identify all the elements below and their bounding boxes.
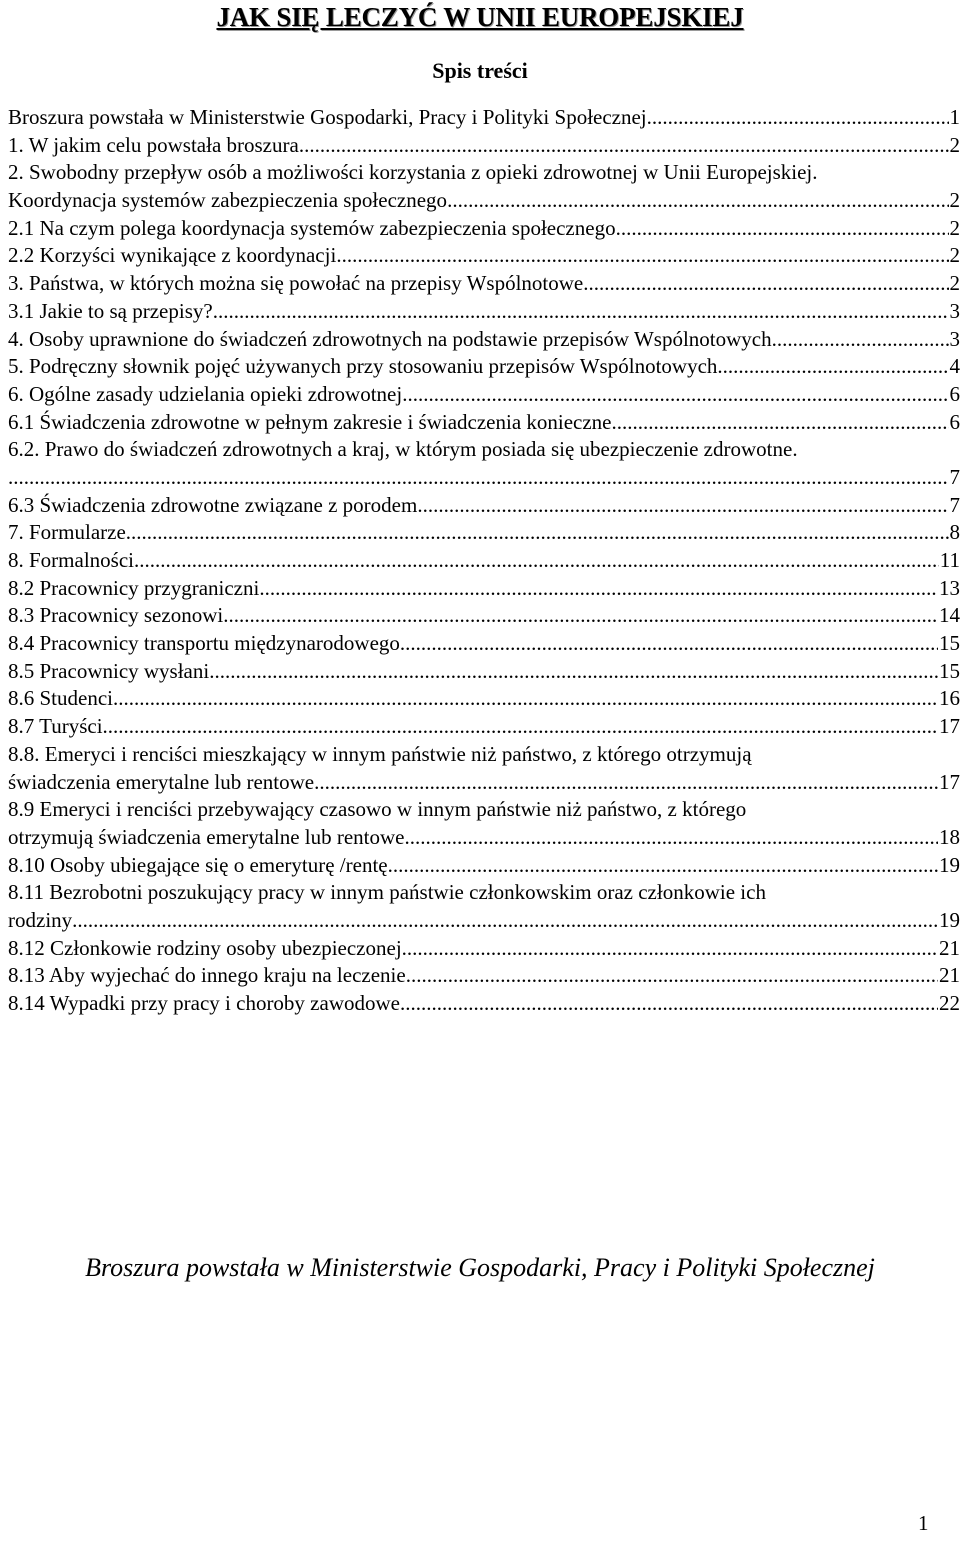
- toc-dot-leader: [259, 575, 938, 603]
- toc-entry-text: 8.10 Osoby ubiegające się o emeryturę /rentę: [8, 852, 388, 877]
- toc-page-number: 2: [949, 188, 960, 213]
- toc-entry-text: 8. Formalności: [8, 548, 134, 572]
- toc-page-number: 8: [949, 520, 960, 545]
- document-title: JAK SIĘ LECZYĆ W UNII EUROPEJSKIEJ: [216, 2, 744, 32]
- toc-entry-text: 8.3 Pracownicy sezonowi: [8, 603, 224, 628]
- toc-entry-text: rodziny: [8, 907, 73, 932]
- toc-page-number: 7: [949, 492, 960, 517]
- toc-dot-leader: [616, 215, 949, 243]
- toc-entry-text: 5. Podręczny słownik pojęć używanych przy stosowaniu przepisów Wspólnotowych: [8, 354, 718, 379]
- toc-entry[interactable]: [8, 547, 960, 575]
- toc-entry[interactable]: [8, 602, 960, 630]
- table-of-contents: [8, 104, 960, 1018]
- toc-dot-leader: [336, 242, 948, 270]
- toc-entry-text: 8.5 Pracownicy wysłani: [8, 658, 210, 683]
- toc-dot-leader: [400, 990, 938, 1018]
- toc-entry[interactable]: [8, 187, 960, 215]
- toc-entry-text: 2.1 Na czym polega koordynacja systemów zabezpieczenia społecznego: [8, 215, 616, 240]
- toc-page-number: 21: [939, 963, 960, 988]
- toc-entry[interactable]: [8, 270, 960, 298]
- toc-entry[interactable]: [8, 879, 960, 907]
- toc-dot-leader: [772, 326, 949, 354]
- toc-entry[interactable]: [8, 796, 960, 824]
- toc-page-number: 14: [939, 603, 960, 628]
- toc-dot-leader: [388, 852, 938, 880]
- toc-entry-text: 6. Ogólne zasady udzielania opieki zdrowotnej: [8, 381, 403, 406]
- toc-entry[interactable]: [8, 824, 960, 852]
- toc-page-number: 22: [939, 991, 960, 1015]
- toc-entry-text: 3. Państwa, w których można się powołać na przepisy Wspólnotowe: [8, 271, 584, 296]
- toc-dot-leader: [103, 713, 938, 741]
- toc-entry[interactable]: [8, 990, 960, 1018]
- toc-dot-leader: [406, 962, 938, 990]
- toc-dot-leader: [417, 492, 948, 520]
- toc-entry[interactable]: [8, 215, 960, 243]
- toc-page-number: 16: [939, 686, 960, 711]
- toc-page-number: 19: [939, 852, 960, 877]
- toc-page-number: 7: [949, 464, 960, 489]
- toc-heading: Spis treści: [432, 58, 528, 83]
- toc-dot-leader: [583, 270, 948, 298]
- toc-dot-leader: [405, 824, 939, 852]
- toc-page-number: 2: [949, 215, 960, 240]
- toc-entry[interactable]: [8, 630, 960, 658]
- toc-entry[interactable]: [8, 713, 960, 741]
- toc-entry-text: świadczenia emerytalne lub rentowe: [8, 769, 315, 794]
- toc-entry[interactable]: [8, 935, 960, 963]
- toc-entry[interactable]: [8, 575, 960, 603]
- footer-credit: Broszura powstała w Ministerstwie Gospodarki, Pracy i Polityki Społecznej: [85, 1253, 875, 1282]
- toc-page-number: 17: [939, 769, 960, 794]
- toc-page-number: 6: [949, 381, 960, 406]
- toc-entry[interactable]: [8, 326, 960, 354]
- toc-entry-text: 8.9 Emeryci i renciści przebywający czasowo w innym państwie niż państwo, z którego: [8, 797, 747, 822]
- toc-entry[interactable]: [8, 519, 960, 547]
- toc-entry-text: 8.4 Pracownicy transportu międzynarodowego: [8, 631, 400, 656]
- toc-entry[interactable]: [8, 492, 960, 520]
- toc-dot-leader: [134, 547, 939, 575]
- toc-entry-text: otrzymują świadczenia emerytalne lub rentowe: [8, 824, 405, 849]
- toc-entry[interactable]: [8, 159, 960, 187]
- toc-entry-text: 6.3 Świadczenia zdrowotne związane z porodem: [8, 492, 418, 517]
- toc-dot-leader: [209, 658, 938, 686]
- toc-entry-text: 8.12 Członkowie rodziny osoby ubezpieczonej: [8, 935, 402, 960]
- toc-page-number: 2: [949, 271, 960, 296]
- toc-entry-text: 8.8. Emeryci i renciści mieszkający w innym państwie niż państwo, z którego otrzymują: [8, 741, 752, 766]
- toc-entry[interactable]: [8, 962, 960, 990]
- toc-dot-leader: [72, 907, 938, 935]
- toc-entry[interactable]: [8, 685, 960, 713]
- toc-entry[interactable]: [8, 381, 960, 409]
- toc-entry-text: 2.2 Korzyści wynikające z koordynacji: [8, 243, 337, 268]
- toc-entry-text: 6.1 Świadczenia zdrowotne w pełnym zakresie i świadczenia konieczne: [8, 409, 612, 434]
- toc-entry-text: Koordynacja systemów zabezpieczenia społecznego: [8, 188, 448, 213]
- toc-entry[interactable]: [8, 464, 960, 492]
- toc-entry[interactable]: [8, 769, 960, 797]
- toc-page-number: 15: [939, 658, 960, 683]
- toc-entry-text: 3.1 Jakie to są przepisy?: [8, 298, 213, 323]
- toc-dot-leader: [113, 685, 938, 713]
- toc-page-number: 1: [949, 105, 960, 129]
- toc-page-number: 4: [949, 354, 960, 379]
- toc-entry-text: 8.2 Pracownicy przygraniczni: [8, 575, 260, 600]
- toc-entry[interactable]: [8, 298, 960, 326]
- page-number: 1: [918, 1511, 929, 1535]
- toc-page-number: 15: [939, 631, 960, 656]
- toc-entry-text: 8.7 Turyści: [8, 714, 103, 739]
- toc-entry[interactable]: [8, 907, 960, 935]
- toc-page-number: 3: [949, 298, 960, 323]
- toc-dot-leader: [647, 104, 949, 132]
- toc-page-number: 13: [939, 575, 960, 600]
- toc-page-number: 3: [949, 326, 960, 351]
- toc-page-number: 2: [949, 243, 960, 268]
- toc-dot-leader: [8, 464, 949, 492]
- toc-entry-text: 4. Osoby uprawnione do świadczeń zdrowotnych na podstawie przepisów Wspólnotowych: [8, 326, 772, 351]
- toc-page-number: 6: [949, 409, 960, 434]
- toc-dot-leader: [314, 769, 938, 797]
- toc-dot-leader: [400, 630, 938, 658]
- toc-entry-text: Broszura powstała w Ministerstwie Gospodarki, Pracy i Polityki Społecznej: [8, 105, 647, 129]
- toc-entry[interactable]: [8, 242, 960, 270]
- toc-dot-leader: [299, 132, 949, 160]
- toc-dot-leader: [612, 409, 949, 437]
- toc-entry-text: 6.2. Prawo do świadczeń zdrowotnych a kraj, w którym posiada się ubezpieczenie zdrowotne.: [8, 437, 798, 462]
- toc-entry[interactable]: [8, 852, 960, 880]
- toc-entry[interactable]: [8, 132, 960, 160]
- toc-entry[interactable]: [8, 658, 960, 686]
- toc-entry[interactable]: [8, 409, 960, 437]
- toc-dot-leader: [213, 298, 949, 326]
- toc-entry-text: 8.11 Bezrobotni poszukujący pracy w innym państwie członkowskim oraz członkowie ich: [8, 880, 766, 905]
- toc-page-number: 19: [939, 907, 960, 932]
- toc-entry-text: 7. Formularze: [8, 520, 126, 545]
- toc-dot-leader: [223, 602, 938, 630]
- toc-page-number: 11: [939, 548, 960, 572]
- toc-entry[interactable]: [8, 353, 960, 381]
- toc-page-number: 21: [939, 935, 960, 960]
- toc-page-number: 17: [939, 714, 960, 739]
- toc-page-number: 2: [949, 132, 960, 157]
- toc-entry-text: 8.6 Studenci: [8, 686, 113, 711]
- toc-dot-leader: [717, 353, 948, 381]
- toc-entry-text: 1. W jakim celu powstała broszura: [8, 132, 299, 157]
- toc-entry[interactable]: [8, 436, 960, 464]
- toc-dot-leader: [126, 519, 949, 547]
- toc-entry[interactable]: [8, 104, 960, 132]
- toc-dot-leader: [402, 381, 948, 409]
- toc-entry[interactable]: [8, 741, 960, 769]
- toc-page-number: 18: [939, 824, 960, 849]
- toc-dot-leader: [402, 935, 938, 963]
- toc-entry-text: 2. Swobodny przepływ osób a możliwości korzystania z opieki zdrowotnej w Unii Europejskiej.: [8, 160, 818, 185]
- toc-entry-text: 8.13 Aby wyjechać do innego kraju na leczenie: [8, 963, 406, 988]
- toc-dot-leader: [447, 187, 948, 215]
- toc-entry-text: 8.14 Wypadki przy pracy i choroby zawodowe: [8, 991, 400, 1015]
